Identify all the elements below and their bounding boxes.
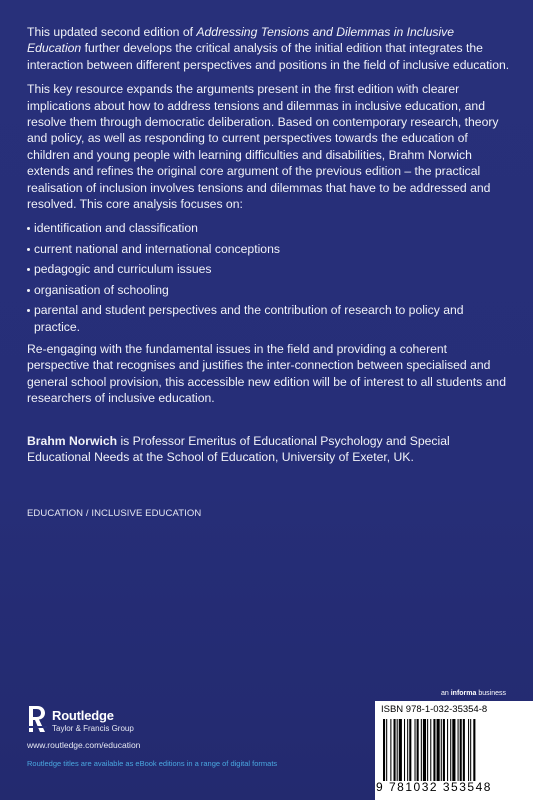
author-bio-text: is Professor Emeritus of Educational Psychology and Special Educational Needs at the School of Education, University of Exeter, UK. [27, 433, 450, 464]
list-item: parental and student perspectives and the contribution of research to policy and practice. [27, 302, 511, 335]
bullet-dot-icon [27, 227, 30, 230]
barcode-digits: 9 781032 353548 [376, 780, 492, 794]
bullet-dot-icon [27, 248, 30, 251]
bullet-dot-icon [27, 268, 30, 271]
publisher-name: Routledge [52, 708, 114, 723]
bullet-dot-icon [27, 289, 30, 292]
blurb [27, 24, 511, 473]
intro-text-end: further develops the critical analysis of the initial edition that integrates the interaction between different perspectives and positions in the field of inclusive education. [27, 41, 510, 72]
barcode-icon [383, 719, 525, 781]
intro-text-start: This updated second edition of [27, 25, 197, 39]
ebook-note: Routledge titles are available as eBook editions in a range of digital formats [27, 759, 278, 768]
isbn-label: ISBN 978-1-032-35354-8 [381, 704, 488, 715]
list-item: organisation of schooling [27, 282, 511, 298]
list-item: pedagogic and curriculum issues [27, 261, 511, 277]
routledge-r-icon [27, 704, 47, 734]
publisher-group: Taylor & Francis Group [52, 724, 134, 733]
focus-list [27, 220, 511, 334]
subject-category: EDUCATION / INCLUSIVE EDUCATION [27, 508, 202, 519]
publisher-website: www.routledge.com/education [27, 740, 141, 750]
publisher-logo [27, 704, 187, 740]
author-name: Brahm Norwich [27, 433, 118, 448]
description-paragraph: This key resource expands the arguments present in the first edition with clearer implications about how to address tensions and dilemmas in inclusive education, and resolve them through democratic deliberation. Based on contemporary research, theory and policy, as well as responding to current perspectives towards the education of children and young people with learning difficulties and disabilities, Brahm Norwich extends and refines the original core argument of the previous edition – the practical realisation of inclusion involves tensions and dilemmas that have to be addressed and resolved. This core analysis focuses on: [27, 82, 499, 212]
intro-paragraph [27, 24, 511, 73]
closing-paragraph: Re-engaging with the fundamental issues in the field and providing a coherent perspective that recognises and justifies the inter-connection between specialised and general school provision, this accessible new edition will be of interest to all students and researchers of inclusive education. [27, 341, 506, 406]
book-title-italic: Addressing Tensions and Dilemmas in Inclusive Education [27, 25, 455, 56]
list-item: identification and classification [27, 220, 511, 236]
informa-tagline: an informa business [441, 690, 506, 697]
bullet-dot-icon [27, 309, 30, 312]
author-bio [27, 433, 511, 466]
barcode-panel [375, 701, 533, 800]
list-item: current national and international conceptions [27, 241, 511, 257]
